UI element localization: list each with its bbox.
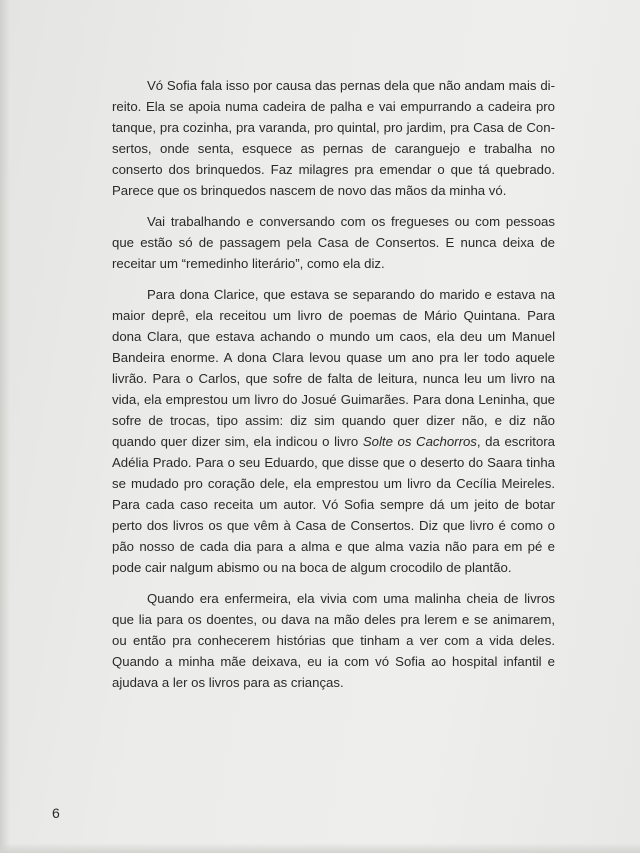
paragraph-1: Vó Sofia fala isso por causa das pernas dela que não andam mais direito. Ela se apoia numa cadeira de palha e vai empurrando a cadeira pro tanque, pra cozinha, pra varanda, pro quintal, pro jardim, pra Casa de Consertos, onde senta, esquece as pernas de caranguejo e trabalha no conserto dos brinquedos. Faz milagres pra emendar o que tá quebrado. Parece que os brinquedos nascem de novo das mãos da minha vó.: [112, 78, 555, 198]
paragraph-4: Quando era enfermeira, ela vivia com uma malinha cheia de livros que lia para os doentes, ou dava na mão deles pra lerem e se animarem, ou então pra conhecerem histórias que tinham a ver com a vida deles. Quando a minha mãe deixava, eu ia com vó Sofia ao hospital infantil e ajudava a ler os livros para as crianças.: [112, 591, 555, 690]
paragraph-3-part-1: Para dona Clarice, que estava se separando do marido e estava na maior deprê, ela receitou um livro de poemas de Mário Quintana. Para dona Clara, que estava achando o mundo um caos, ela deu um Manuel Bandeira enorme. A dona Clara levou quase um ano pra ler todo aquele livrão. Para o Carlos, que sofre de falta de leitura, nunca leu um livro na vida, ela emprestou um livro do Josué Guimarães. Para dona Leninha, que sofre de trocas, tipo assim: diz sim quando quer dizer não, e diz não quando quer dizer sim, ela indicou o livro: [112, 287, 555, 449]
page-bottom-shadow: [0, 843, 640, 853]
body-text: [112, 75, 555, 703]
page-number: 6: [52, 805, 60, 821]
paragraph-3-part-2: , da escritora Adélia Prado. Para o seu Eduardo, que disse que o deserto do Saara tinha se mudado pro coração dele, ela emprestou um livro da Cecília Meireles. Para cada caso receita um autor. Vó Sofia sempre dá um jeito de botar perto dos livros os que vêm à Casa de Consertos. Diz que livro é como o pão nosso de cada dia para a alma e que alma vazia não para em pé e pode cair nalgum abismo ou na boca de algum crocodilo de plantão.: [112, 434, 556, 575]
paragraph-2: Vai trabalhando e conversando com os fregueses ou com pessoas que estão só de passagem pela Casa de Consertos. E nunca deixa de receitar um “remedinho literário”, como ela diz.: [112, 214, 555, 271]
page-gutter-shadow: [0, 0, 10, 853]
paragraph-3: [112, 284, 555, 578]
book-title-italic: Solte os Cachorros: [362, 434, 477, 449]
